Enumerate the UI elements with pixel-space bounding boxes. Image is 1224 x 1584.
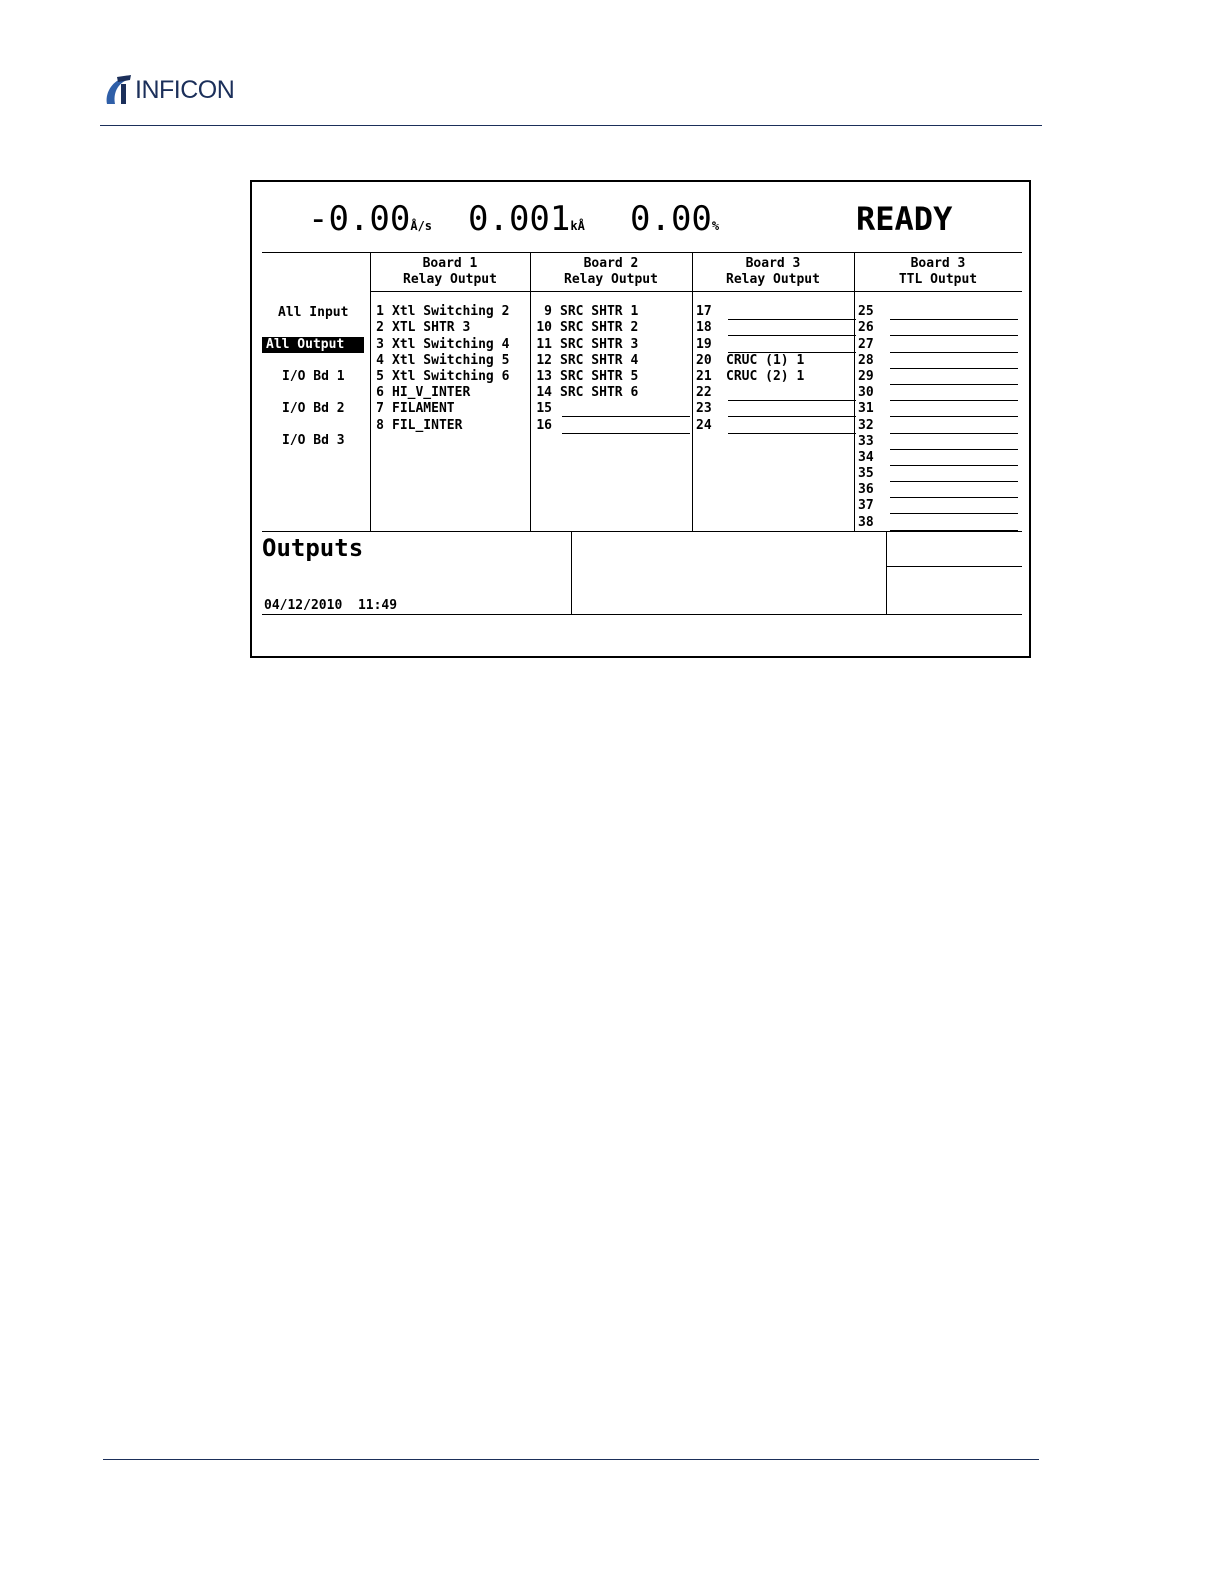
output-label: FIL_INTER	[392, 417, 463, 433]
output-number: 15	[536, 401, 552, 417]
column-divider-2	[530, 252, 531, 532]
output-number: 6	[376, 385, 384, 401]
output-row[interactable]	[372, 401, 509, 417]
inficon-logo	[103, 74, 234, 106]
output-label: HI_V_INTER	[392, 385, 471, 401]
status-readout: READY	[856, 200, 953, 238]
output-row[interactable]	[858, 466, 1018, 482]
output-label: Xtl Switching 4	[392, 336, 510, 352]
output-label: Xtl Switching 2	[392, 304, 510, 320]
output-number: 13	[536, 368, 552, 384]
output-blank-line	[728, 422, 856, 434]
output-number: 16	[536, 417, 552, 433]
date: 04/12/2010	[264, 598, 343, 613]
output-number: 38	[858, 514, 874, 530]
output-row[interactable]	[372, 336, 509, 352]
brand-name: INFICON	[135, 75, 235, 104]
column-header-line2: Relay Output	[726, 272, 820, 287]
output-row[interactable]	[858, 385, 1018, 401]
output-row[interactable]	[696, 320, 856, 336]
output-row[interactable]	[696, 401, 856, 417]
output-row[interactable]	[696, 353, 856, 369]
output-blank-line	[562, 422, 690, 434]
column-header-line1: Board 1	[422, 256, 478, 271]
output-number: 19	[696, 336, 712, 352]
page-title: Outputs	[262, 534, 364, 562]
output-row[interactable]	[532, 304, 690, 320]
output-blank-line	[890, 486, 1018, 498]
column-header-board3-relay	[692, 256, 854, 292]
footer-rule-screen	[262, 614, 1022, 615]
output-label: SRC SHTR 6	[560, 385, 639, 401]
output-blank-line	[728, 308, 856, 320]
output-blank-line	[890, 324, 1018, 336]
output-blank-line	[890, 502, 1018, 514]
output-row[interactable]	[858, 369, 1018, 385]
rate-unit: Å/s	[410, 219, 433, 233]
output-blank-line	[728, 405, 856, 417]
output-number: 31	[858, 401, 874, 417]
output-row[interactable]	[532, 401, 690, 417]
time: 11:49	[357, 598, 398, 613]
output-row[interactable]	[696, 417, 856, 433]
output-label: SRC SHTR 1	[560, 304, 639, 320]
output-number: 8	[376, 417, 384, 433]
power-unit: %	[711, 219, 720, 233]
column-header-line2: TTL Output	[898, 272, 978, 287]
output-blank-line	[890, 357, 1018, 369]
output-number: 36	[858, 482, 874, 498]
output-blank-line	[890, 405, 1018, 417]
thickness-unit: kÅ	[570, 219, 585, 233]
sidebar-item[interactable]: All Input	[278, 305, 349, 320]
output-row[interactable]	[858, 336, 1018, 352]
output-row[interactable]	[858, 304, 1018, 320]
rate-value: -0.00	[308, 199, 411, 239]
output-label: Xtl Switching 5	[392, 352, 510, 368]
output-row[interactable]	[532, 369, 690, 385]
output-number: 12	[536, 352, 552, 368]
footer-divider-2	[886, 531, 887, 615]
output-number: 26	[858, 320, 874, 336]
output-label: SRC SHTR 3	[560, 336, 639, 352]
output-number: 17	[696, 304, 712, 320]
bottom-rule	[262, 531, 1022, 532]
sidebar-item[interactable]: I/O Bd 3	[282, 433, 345, 448]
output-row[interactable]	[372, 369, 509, 385]
output-blank-line	[890, 519, 1018, 531]
output-row[interactable]	[858, 450, 1018, 466]
date-time	[264, 598, 397, 613]
output-label: FILAMENT	[392, 401, 455, 417]
output-number: 11	[536, 336, 552, 352]
power-value: 0.00	[630, 199, 712, 239]
output-label: CRUC (1) 1	[726, 352, 805, 368]
output-blank-line	[562, 405, 690, 417]
output-blank-line	[890, 373, 1018, 385]
column-header-line1: Board 2	[583, 256, 639, 271]
output-blank-line	[890, 422, 1018, 434]
board3-ttl-list	[858, 304, 1018, 531]
output-label: Xtl Switching 6	[392, 368, 510, 384]
column-header-board3-ttl	[854, 256, 1022, 292]
output-number: 24	[696, 417, 712, 433]
output-row[interactable]	[696, 336, 856, 352]
output-label: XTL SHTR 3	[392, 320, 471, 336]
output-number: 34	[858, 449, 874, 465]
output-row[interactable]	[858, 514, 1018, 530]
column-header-board1-relay	[370, 256, 530, 292]
output-number: 29	[858, 368, 874, 384]
column-header-line2: Relay Output	[564, 272, 658, 287]
output-row[interactable]	[696, 304, 856, 320]
output-number: 25	[858, 304, 874, 320]
output-row[interactable]	[532, 353, 690, 369]
sidebar-item[interactable]: All Output	[262, 337, 364, 353]
header-rule	[100, 125, 1042, 126]
output-number: 3	[376, 336, 384, 352]
output-blank-line	[728, 324, 856, 336]
output-number: 33	[858, 433, 874, 449]
output-row[interactable]	[532, 336, 690, 352]
board2-relay-list	[532, 304, 690, 434]
output-number: 37	[858, 498, 874, 514]
output-blank-line	[890, 438, 1018, 450]
page-footer-rule	[103, 1459, 1039, 1460]
output-number: 21	[696, 368, 712, 384]
column-divider-1	[370, 252, 371, 532]
column-header-line1: Board 3	[745, 256, 801, 271]
sidebar-item[interactable]: I/O Bd 2	[282, 401, 345, 416]
board1-relay-list	[372, 304, 509, 434]
output-number: 7	[376, 401, 384, 417]
output-number: 35	[858, 466, 874, 482]
footer-divider-1	[571, 531, 572, 615]
output-label: SRC SHTR 5	[560, 368, 639, 384]
output-blank-line	[890, 454, 1018, 466]
column-header-board2-relay	[530, 256, 692, 292]
output-row[interactable]	[858, 482, 1018, 498]
output-number: 20	[696, 352, 712, 368]
output-number: 5	[376, 368, 384, 384]
column-header-line2: Relay Output	[403, 272, 497, 287]
output-label: SRC SHTR 2	[560, 320, 639, 336]
output-row[interactable]	[858, 353, 1018, 369]
output-label: CRUC (2) 1	[726, 368, 805, 384]
output-row[interactable]	[696, 369, 856, 385]
output-number: 22	[696, 385, 712, 401]
output-row[interactable]	[372, 417, 509, 433]
softkey-divider	[886, 566, 1022, 567]
thickness-readout	[468, 200, 585, 245]
output-row[interactable]	[372, 320, 509, 336]
output-blank-line	[890, 470, 1018, 482]
output-row[interactable]	[858, 320, 1018, 336]
output-number: 27	[858, 336, 874, 352]
inficon-logo-icon	[103, 74, 133, 106]
board3-relay-list	[696, 304, 856, 434]
output-row[interactable]	[532, 320, 690, 336]
rate-readout	[308, 200, 432, 245]
output-blank-line	[890, 341, 1018, 353]
output-blank-line	[890, 308, 1018, 320]
output-row[interactable]	[372, 385, 509, 401]
output-row[interactable]	[858, 401, 1018, 417]
output-number: 1	[376, 304, 384, 320]
column-divider-3	[692, 252, 693, 532]
output-blank-line	[728, 389, 856, 401]
output-row[interactable]	[532, 417, 690, 433]
output-row[interactable]	[532, 385, 690, 401]
output-number: 32	[858, 417, 874, 433]
top-rule	[262, 252, 1022, 253]
instrument-screen	[250, 180, 1031, 658]
output-number: 10	[536, 320, 552, 336]
output-number: 4	[376, 352, 384, 368]
output-number: 9	[544, 304, 552, 320]
output-row[interactable]	[858, 417, 1018, 433]
output-number: 14	[536, 385, 552, 401]
output-row[interactable]	[372, 353, 509, 369]
output-row[interactable]	[372, 304, 509, 320]
thickness-value: 0.001	[468, 199, 571, 239]
sidebar-item[interactable]: I/O Bd 1	[282, 369, 345, 384]
output-row[interactable]	[696, 385, 856, 401]
output-number: 18	[696, 320, 712, 336]
output-row[interactable]	[858, 434, 1018, 450]
output-row[interactable]	[858, 498, 1018, 514]
column-header-line1: Board 3	[910, 256, 966, 271]
output-number: 30	[858, 385, 874, 401]
output-blank-line	[890, 389, 1018, 401]
output-number: 23	[696, 401, 712, 417]
power-readout	[630, 200, 719, 245]
output-label: SRC SHTR 4	[560, 352, 639, 368]
output-number: 2	[376, 320, 384, 336]
output-blank-line	[728, 341, 856, 353]
output-number: 28	[858, 352, 874, 368]
